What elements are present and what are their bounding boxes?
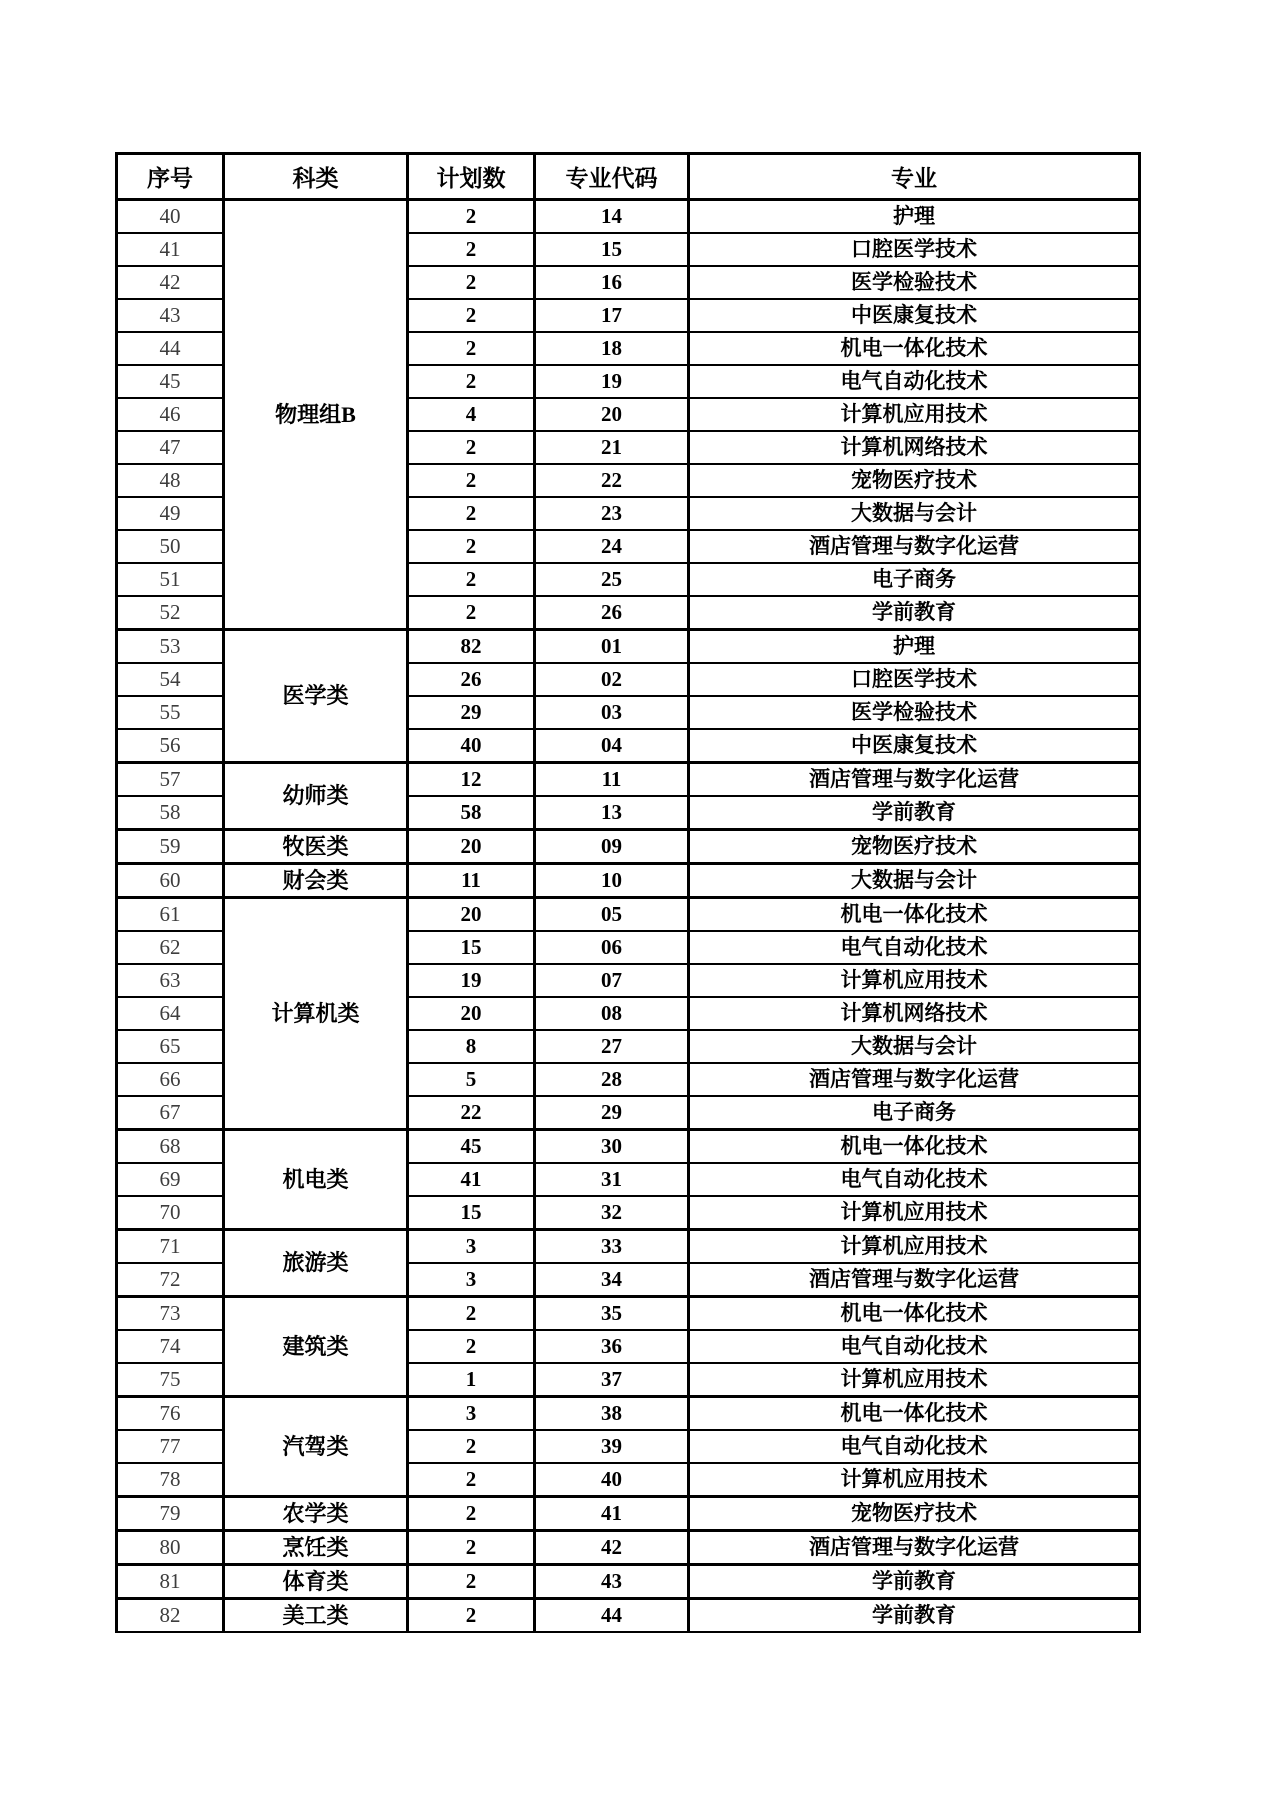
cell-plan-count: 2	[408, 233, 535, 266]
cell-category: 旅游类	[224, 1230, 408, 1297]
cell-major-name: 宠物医疗技术	[689, 464, 1140, 497]
cell-category: 计算机类	[224, 898, 408, 1130]
cell-major-name: 酒店管理与数字化运营	[689, 1063, 1140, 1096]
table-row	[117, 864, 1140, 898]
table-header	[117, 154, 1140, 200]
cell-plan-count: 20	[408, 898, 535, 932]
cell-serial-number: 81	[117, 1565, 224, 1599]
cell-major-name: 电气自动化技术	[689, 1430, 1140, 1463]
cell-plan-count: 20	[408, 830, 535, 864]
cell-serial-number: 79	[117, 1497, 224, 1531]
cell-plan-count: 82	[408, 630, 535, 664]
cell-serial-number: 52	[117, 596, 224, 630]
cell-major-code: 14	[535, 200, 689, 234]
cell-serial-number: 72	[117, 1263, 224, 1297]
cell-major-name: 学前教育	[689, 1599, 1140, 1633]
cell-major-name: 计算机应用技术	[689, 1463, 1140, 1497]
cell-major-code: 29	[535, 1096, 689, 1130]
admission-plan-table	[115, 152, 1141, 1633]
cell-major-name: 宠物医疗技术	[689, 1497, 1140, 1531]
table-row	[117, 1130, 1140, 1164]
cell-major-name: 学前教育	[689, 596, 1140, 630]
cell-major-name: 酒店管理与数字化运营	[689, 1531, 1140, 1565]
cell-plan-count: 22	[408, 1096, 535, 1130]
cell-plan-count: 2	[408, 299, 535, 332]
cell-serial-number: 57	[117, 763, 224, 797]
cell-plan-count: 3	[408, 1230, 535, 1264]
cell-serial-number: 50	[117, 530, 224, 563]
cell-serial-number: 58	[117, 796, 224, 830]
cell-plan-count: 29	[408, 696, 535, 729]
cell-serial-number: 67	[117, 1096, 224, 1130]
table-row	[117, 1497, 1140, 1531]
cell-category: 体育类	[224, 1565, 408, 1599]
cell-category: 牧医类	[224, 830, 408, 864]
cell-major-code: 26	[535, 596, 689, 630]
cell-serial-number: 42	[117, 266, 224, 299]
cell-plan-count: 2	[408, 200, 535, 234]
cell-major-name: 酒店管理与数字化运营	[689, 763, 1140, 797]
cell-plan-count: 15	[408, 1196, 535, 1230]
cell-category: 医学类	[224, 630, 408, 763]
cell-plan-count: 19	[408, 964, 535, 997]
cell-major-code: 09	[535, 830, 689, 864]
cell-major-code: 41	[535, 1497, 689, 1531]
table-row	[117, 1531, 1140, 1565]
cell-major-code: 36	[535, 1330, 689, 1363]
cell-major-code: 30	[535, 1130, 689, 1164]
cell-major-name: 计算机应用技术	[689, 1363, 1140, 1397]
cell-serial-number: 59	[117, 830, 224, 864]
cell-serial-number: 80	[117, 1531, 224, 1565]
cell-serial-number: 65	[117, 1030, 224, 1063]
cell-major-code: 33	[535, 1230, 689, 1264]
cell-major-name: 计算机应用技术	[689, 964, 1140, 997]
cell-serial-number: 75	[117, 1363, 224, 1397]
cell-category: 农学类	[224, 1497, 408, 1531]
table-row	[117, 1599, 1140, 1633]
cell-major-code: 28	[535, 1063, 689, 1096]
cell-plan-count: 2	[408, 1463, 535, 1497]
cell-major-name: 护理	[689, 630, 1140, 664]
cell-major-name: 计算机网络技术	[689, 431, 1140, 464]
column-header-category: 科类	[224, 154, 408, 200]
cell-serial-number: 47	[117, 431, 224, 464]
cell-major-name: 机电一体化技术	[689, 1397, 1140, 1431]
cell-plan-count: 12	[408, 763, 535, 797]
cell-major-code: 08	[535, 997, 689, 1030]
cell-major-code: 20	[535, 398, 689, 431]
cell-serial-number: 46	[117, 398, 224, 431]
cell-major-name: 酒店管理与数字化运营	[689, 1263, 1140, 1297]
cell-plan-count: 2	[408, 1599, 535, 1633]
cell-major-code: 31	[535, 1163, 689, 1196]
cell-serial-number: 66	[117, 1063, 224, 1096]
cell-major-code: 24	[535, 530, 689, 563]
cell-plan-count: 2	[408, 530, 535, 563]
cell-major-code: 11	[535, 763, 689, 797]
cell-serial-number: 71	[117, 1230, 224, 1264]
table-row	[117, 1397, 1140, 1431]
cell-major-name: 机电一体化技术	[689, 1130, 1140, 1164]
table-row	[117, 763, 1140, 797]
cell-serial-number: 82	[117, 1599, 224, 1633]
table-row	[117, 630, 1140, 664]
cell-plan-count: 11	[408, 864, 535, 898]
cell-major-code: 35	[535, 1297, 689, 1331]
cell-plan-count: 5	[408, 1063, 535, 1096]
cell-serial-number: 64	[117, 997, 224, 1030]
cell-major-code: 40	[535, 1463, 689, 1497]
cell-plan-count: 2	[408, 365, 535, 398]
cell-plan-count: 2	[408, 1565, 535, 1599]
cell-plan-count: 15	[408, 931, 535, 964]
cell-plan-count: 1	[408, 1363, 535, 1397]
table-header-row	[117, 154, 1140, 200]
cell-plan-count: 2	[408, 266, 535, 299]
cell-major-code: 42	[535, 1531, 689, 1565]
cell-major-code: 15	[535, 233, 689, 266]
cell-plan-count: 2	[408, 1330, 535, 1363]
cell-plan-count: 40	[408, 729, 535, 763]
table-row	[117, 200, 1140, 234]
cell-serial-number: 45	[117, 365, 224, 398]
cell-serial-number: 63	[117, 964, 224, 997]
cell-major-name: 大数据与会计	[689, 864, 1140, 898]
cell-major-code: 37	[535, 1363, 689, 1397]
cell-major-code: 44	[535, 1599, 689, 1633]
cell-major-name: 电气自动化技术	[689, 931, 1140, 964]
cell-major-name: 机电一体化技术	[689, 1297, 1140, 1331]
cell-category: 财会类	[224, 864, 408, 898]
cell-serial-number: 70	[117, 1196, 224, 1230]
cell-serial-number: 51	[117, 563, 224, 596]
cell-major-code: 16	[535, 266, 689, 299]
cell-major-name: 中医康复技术	[689, 299, 1140, 332]
cell-plan-count: 2	[408, 563, 535, 596]
table-body	[117, 200, 1140, 1633]
cell-plan-count: 2	[408, 1297, 535, 1331]
cell-plan-count: 2	[408, 464, 535, 497]
cell-serial-number: 69	[117, 1163, 224, 1196]
cell-serial-number: 48	[117, 464, 224, 497]
cell-category: 建筑类	[224, 1297, 408, 1397]
cell-serial-number: 76	[117, 1397, 224, 1431]
cell-plan-count: 45	[408, 1130, 535, 1164]
cell-major-name: 学前教育	[689, 1565, 1140, 1599]
cell-major-code: 32	[535, 1196, 689, 1230]
column-header-plan: 计划数	[408, 154, 535, 200]
cell-plan-count: 41	[408, 1163, 535, 1196]
table-row	[117, 898, 1140, 932]
cell-major-name: 计算机应用技术	[689, 1230, 1140, 1264]
cell-plan-count: 4	[408, 398, 535, 431]
cell-major-code: 18	[535, 332, 689, 365]
cell-serial-number: 43	[117, 299, 224, 332]
cell-serial-number: 54	[117, 663, 224, 696]
cell-plan-count: 2	[408, 431, 535, 464]
cell-major-code: 38	[535, 1397, 689, 1431]
cell-major-code: 04	[535, 729, 689, 763]
cell-serial-number: 78	[117, 1463, 224, 1497]
cell-serial-number: 41	[117, 233, 224, 266]
cell-major-name: 大数据与会计	[689, 497, 1140, 530]
cell-major-code: 21	[535, 431, 689, 464]
cell-major-name: 电子商务	[689, 1096, 1140, 1130]
cell-major-name: 计算机网络技术	[689, 997, 1140, 1030]
column-header-major: 专业	[689, 154, 1140, 200]
cell-major-code: 02	[535, 663, 689, 696]
cell-major-code: 17	[535, 299, 689, 332]
cell-major-name: 酒店管理与数字化运营	[689, 530, 1140, 563]
cell-major-code: 10	[535, 864, 689, 898]
cell-plan-count: 20	[408, 997, 535, 1030]
cell-major-code: 19	[535, 365, 689, 398]
cell-major-name: 计算机应用技术	[689, 398, 1140, 431]
cell-major-code: 39	[535, 1430, 689, 1463]
cell-serial-number: 73	[117, 1297, 224, 1331]
cell-category: 汽驾类	[224, 1397, 408, 1497]
cell-plan-count: 3	[408, 1263, 535, 1297]
cell-plan-count: 58	[408, 796, 535, 830]
cell-plan-count: 2	[408, 332, 535, 365]
cell-major-name: 护理	[689, 200, 1140, 234]
cell-major-name: 宠物医疗技术	[689, 830, 1140, 864]
table-row	[117, 1565, 1140, 1599]
cell-category: 机电类	[224, 1130, 408, 1230]
cell-serial-number: 62	[117, 931, 224, 964]
cell-major-name: 计算机应用技术	[689, 1196, 1140, 1230]
cell-major-code: 34	[535, 1263, 689, 1297]
cell-major-name: 电子商务	[689, 563, 1140, 596]
cell-major-code: 05	[535, 898, 689, 932]
cell-plan-count: 26	[408, 663, 535, 696]
cell-category: 幼师类	[224, 763, 408, 830]
cell-serial-number: 44	[117, 332, 224, 365]
cell-serial-number: 53	[117, 630, 224, 664]
cell-plan-count: 8	[408, 1030, 535, 1063]
cell-major-name: 机电一体化技术	[689, 332, 1140, 365]
cell-major-code: 27	[535, 1030, 689, 1063]
cell-major-name: 学前教育	[689, 796, 1140, 830]
cell-plan-count: 2	[408, 596, 535, 630]
cell-serial-number: 74	[117, 1330, 224, 1363]
cell-category: 美工类	[224, 1599, 408, 1633]
cell-major-code: 22	[535, 464, 689, 497]
cell-major-name: 医学检验技术	[689, 696, 1140, 729]
cell-serial-number: 55	[117, 696, 224, 729]
cell-major-name: 电气自动化技术	[689, 1163, 1140, 1196]
cell-major-name: 电气自动化技术	[689, 365, 1140, 398]
table-row	[117, 830, 1140, 864]
cell-plan-count: 2	[408, 1497, 535, 1531]
cell-major-name: 医学检验技术	[689, 266, 1140, 299]
cell-major-code: 06	[535, 931, 689, 964]
cell-major-code: 25	[535, 563, 689, 596]
cell-major-name: 机电一体化技术	[689, 898, 1140, 932]
cell-category: 烹饪类	[224, 1531, 408, 1565]
cell-major-name: 大数据与会计	[689, 1030, 1140, 1063]
cell-serial-number: 56	[117, 729, 224, 763]
cell-major-code: 03	[535, 696, 689, 729]
table-row	[117, 1230, 1140, 1264]
cell-major-name: 中医康复技术	[689, 729, 1140, 763]
cell-plan-count: 2	[408, 497, 535, 530]
cell-plan-count: 2	[408, 1430, 535, 1463]
column-header-no: 序号	[117, 154, 224, 200]
cell-major-name: 电气自动化技术	[689, 1330, 1140, 1363]
table-row	[117, 1297, 1140, 1331]
cell-plan-count: 2	[408, 1531, 535, 1565]
cell-major-code: 01	[535, 630, 689, 664]
cell-major-name: 口腔医学技术	[689, 233, 1140, 266]
cell-serial-number: 68	[117, 1130, 224, 1164]
cell-serial-number: 60	[117, 864, 224, 898]
cell-serial-number: 49	[117, 497, 224, 530]
cell-serial-number: 40	[117, 200, 224, 234]
cell-major-code: 13	[535, 796, 689, 830]
cell-serial-number: 77	[117, 1430, 224, 1463]
cell-serial-number: 61	[117, 898, 224, 932]
cell-plan-count: 3	[408, 1397, 535, 1431]
cell-major-code: 43	[535, 1565, 689, 1599]
cell-major-name: 口腔医学技术	[689, 663, 1140, 696]
cell-major-code: 07	[535, 964, 689, 997]
cell-major-code: 23	[535, 497, 689, 530]
column-header-code: 专业代码	[535, 154, 689, 200]
cell-category: 物理组B	[224, 200, 408, 630]
